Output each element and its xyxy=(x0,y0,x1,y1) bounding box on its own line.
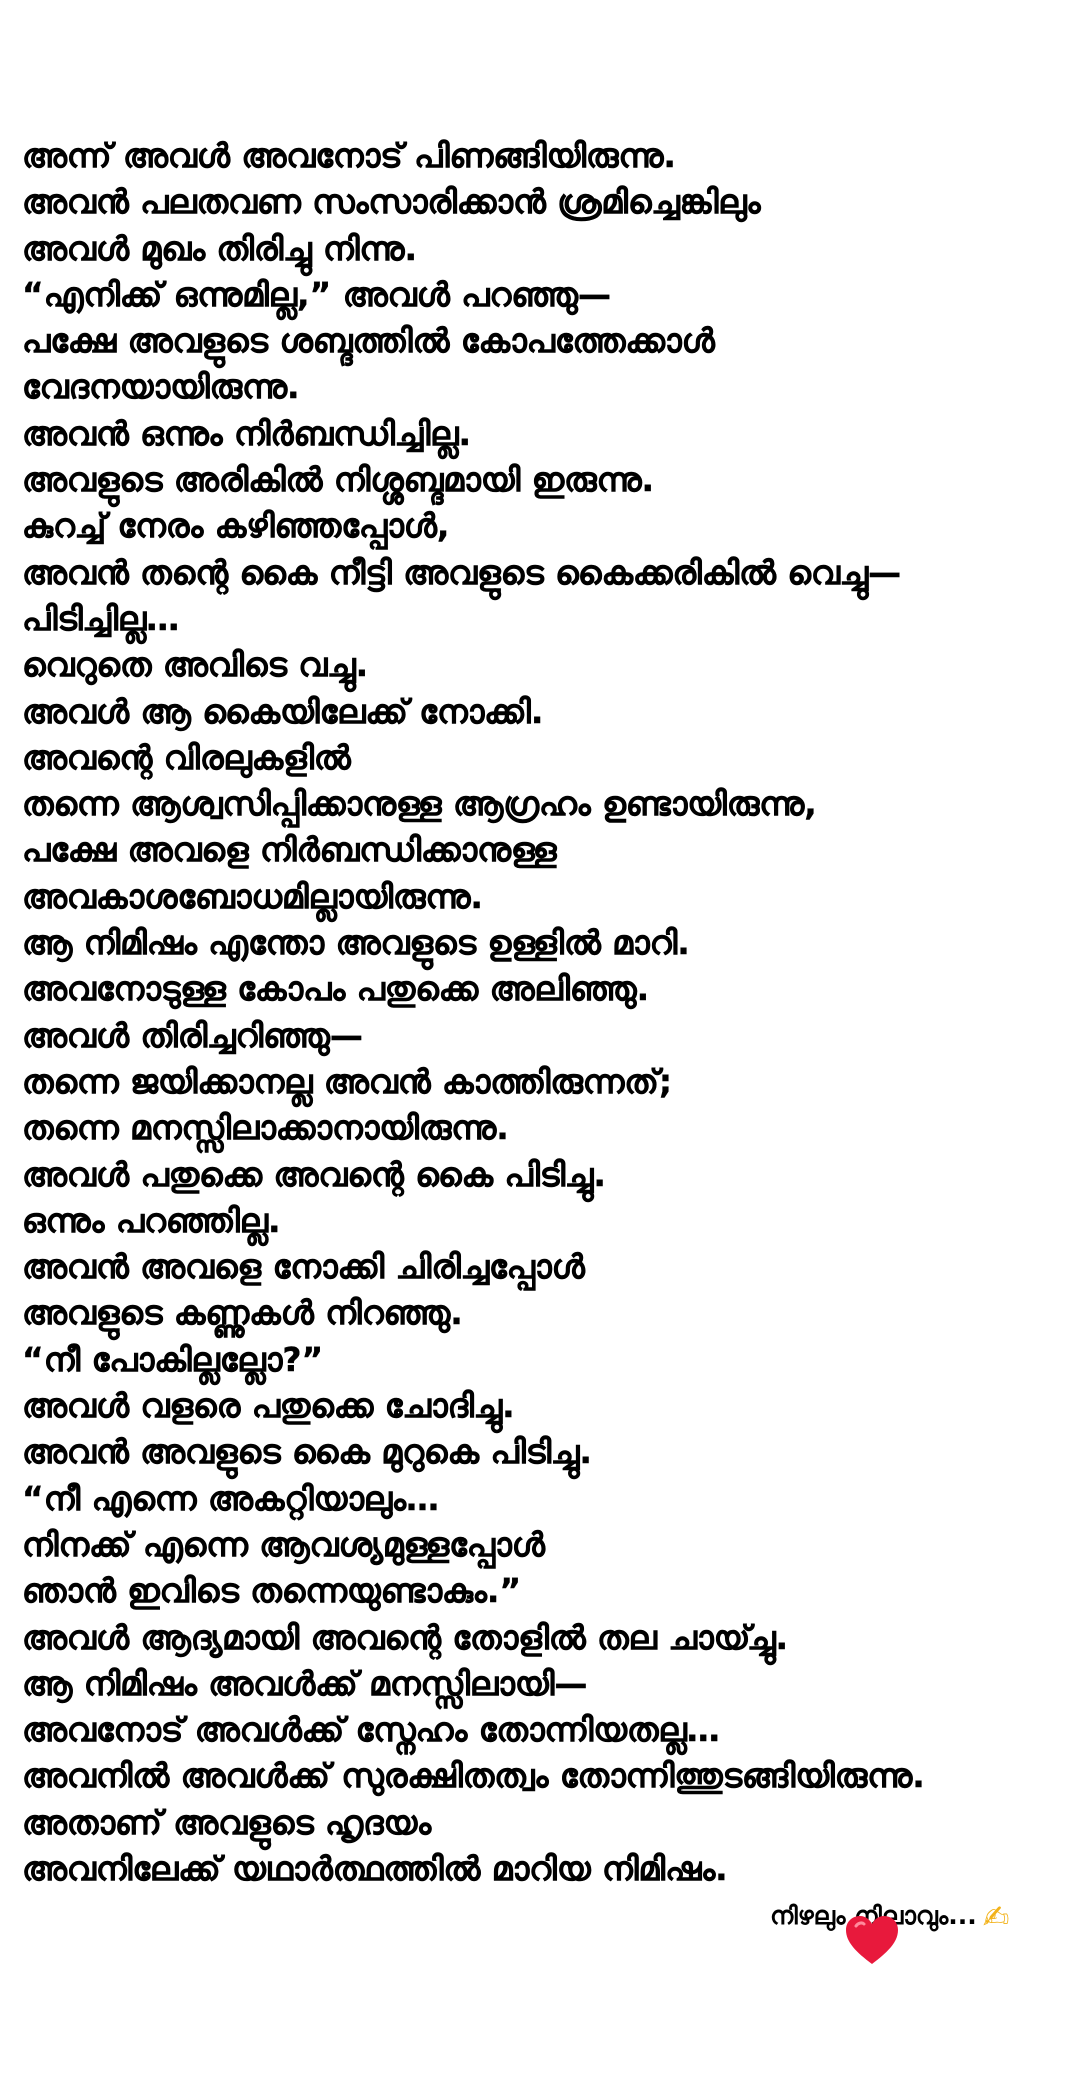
story-line: പക്ഷേ അവളെ നിർബന്ധിക്കാനുള്ള xyxy=(22,830,557,870)
story-line: അന്ന് അവൾ അവനോട് പിണങ്ങിയിരുന്നു. xyxy=(22,136,676,175)
story-line: അവൻ അവളെ നോക്കി ചിരിച്ചപ്പോൾ xyxy=(22,1247,585,1287)
story-line: നിനക്ക് എന്നെ ആവശ്യമുള്ളപ്പോൾ xyxy=(22,1524,545,1564)
story-line: കുറച്ച് നേരം കഴിഞ്ഞപ്പോൾ, xyxy=(22,506,450,546)
story-line: തന്നെ ആശ്വസിപ്പിക്കാനുള്ള ആഗ്രഹം ഉണ്ടായിരുന്നു, xyxy=(22,784,817,824)
story-line: “നീ പോകില്ലല്ലോ?” xyxy=(22,1339,324,1379)
story-line: അവനിൽ അവൾക്ക് സുരക്ഷിതത്വം തോന്നിത്തുടങ്ങിയിരുന്നു. xyxy=(22,1756,925,1796)
story-line: അവൾ പതുക്കെ അവന്റെ കൈ പിടിച്ചു. xyxy=(22,1154,606,1194)
red-heart-icon xyxy=(844,1914,900,1966)
story-line: പിടിച്ചില്ല… xyxy=(22,598,180,638)
story-line: ഞാൻ ഇവിടെ തന്നെയുണ്ടാകും.” xyxy=(22,1571,522,1611)
story-line: ഒന്നും പറഞ്ഞില്ല. xyxy=(22,1200,281,1240)
story-line: അവൾ തിരിച്ചറിഞ്ഞു— xyxy=(22,1015,363,1055)
story-line: ആ നിമിഷം അവൾക്ക് മനസ്സിലായി— xyxy=(22,1663,588,1703)
story-line: വേദനയായിരുന്നു. xyxy=(22,367,300,407)
story-line: അവകാശബോധമില്ലായിരുന്നു. xyxy=(22,876,483,916)
story-line: അവനോട് അവൾക്ക് സ്നേഹം തോന്നിയതല്ല… xyxy=(22,1710,720,1750)
story-line: പക്ഷേ അവളുടെ ശബ്ദത്തിൽ കോപത്തേക്കാൾ xyxy=(22,321,715,361)
story-line: വെറുതെ അവിടെ വച്ചു. xyxy=(22,645,369,685)
story-line: അതാണ് അവളുടെ ഹൃദയം xyxy=(22,1802,432,1842)
story-line: തന്നെ ജയിക്കാനല്ല അവൻ കാത്തിരുന്നത്; xyxy=(22,1061,673,1101)
story-line: ആ നിമിഷം എന്തോ അവളുടെ ഉള്ളിൽ മാറി. xyxy=(22,923,690,963)
story-line: അവൾ വളരെ പതുക്കെ ചോദിച്ചു. xyxy=(22,1386,515,1426)
story-line: അവൻ ഒന്നും നിർബന്ധിച്ചില്ല. xyxy=(22,413,472,453)
story-line: അവൾ ആ കൈയിലേക്ക് നോക്കി. xyxy=(22,691,544,731)
story-line: അവൻ പലതവണ സംസാരിക്കാൻ ശ്രമിച്ചെങ്കിലും xyxy=(22,182,761,222)
story-line: അവൾ മുഖം തിരിച്ചു നിന്നു. xyxy=(22,228,417,268)
story-line: അവൻ അവളുടെ കൈ മുറുകെ പിടിച്ചു. xyxy=(22,1432,592,1472)
story-line: അവനോടുള്ള കോപം പതുക്കെ അലിഞ്ഞു. xyxy=(22,969,650,1009)
story-line: അവളുടെ അരികിൽ നിശ്ശബ്ദമായി ഇരുന്നു. xyxy=(22,460,655,500)
story-line: അവളുടെ കണ്ണുകൾ നിറഞ്ഞു. xyxy=(22,1293,463,1333)
story-line: തന്നെ മനസ്സിലാക്കാനായിരുന്നു. xyxy=(22,1108,509,1148)
story-line: അവന്റെ വിരലുകളിൽ xyxy=(22,737,351,777)
story-line: “എനിക്ക് ഒന്നുമില്ല,” അവൾ പറഞ്ഞു— xyxy=(22,274,611,314)
writing-hand-icon: ✍ xyxy=(982,1898,1010,1936)
story-line: അവൻ തന്റെ കൈ നീട്ടി അവളുടെ കൈക്കരികിൽ വെച്ചു— xyxy=(22,552,902,592)
story-line: “നീ എന്നെ അകറ്റിയാലും… xyxy=(22,1478,439,1518)
story-line: അവൾ ആദ്യമായി അവന്റെ തോളിൽ തല ചായ്ച്ചു. xyxy=(22,1617,789,1657)
story-text xyxy=(22,133,1072,1892)
story-line: അവനിലേക്ക് യഥാർത്ഥത്തിൽ മാറിയ നിമിഷം. xyxy=(22,1848,728,1888)
signature-text: നിഴലും നിലാവും... xyxy=(770,1901,977,1930)
